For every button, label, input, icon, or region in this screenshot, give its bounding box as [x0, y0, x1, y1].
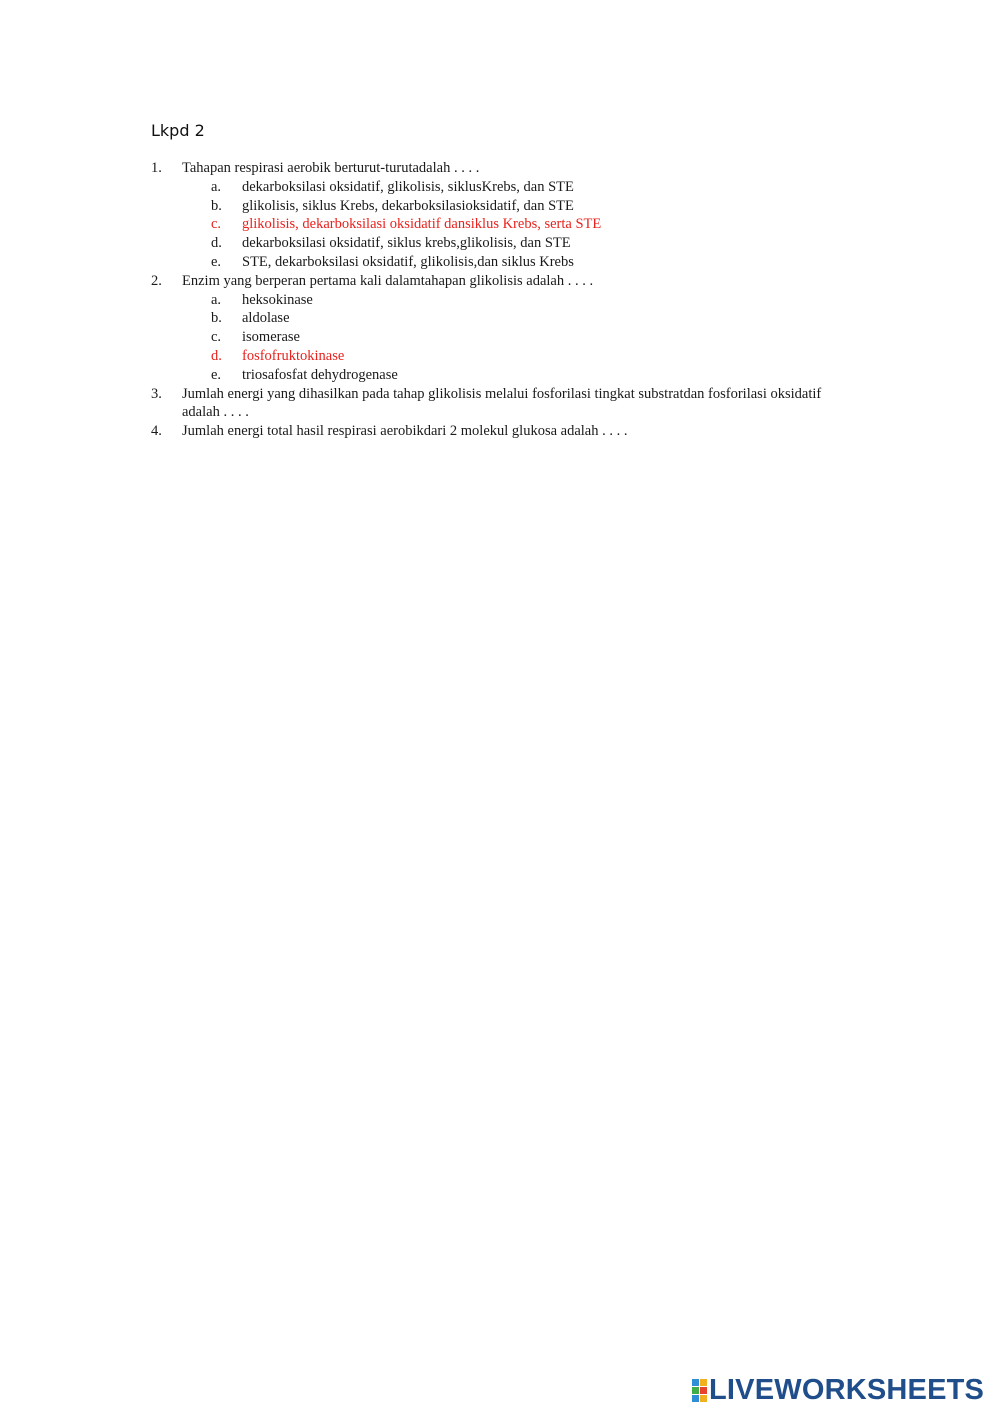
option-text: aldolase — [242, 310, 290, 327]
option-e[interactable] — [151, 366, 861, 385]
option-letter: e. — [211, 253, 222, 270]
logo-square — [692, 1387, 699, 1394]
option-list — [182, 178, 861, 272]
option-text: dekarboksilasi oksidatif, glikolisis, siklusKrebs, dan STE — [242, 178, 574, 195]
option-c-correct[interactable] — [151, 215, 861, 234]
option-e[interactable] — [151, 253, 861, 272]
logo-text: LIVEWORKSHEETS — [709, 1374, 985, 1406]
option-a[interactable] — [151, 178, 861, 197]
option-letter: d. — [211, 347, 222, 364]
option-text: triosafosfat dehydrogenase — [242, 366, 398, 383]
logo-square — [700, 1395, 707, 1402]
worksheet-title: Lkpd 2 — [151, 121, 205, 140]
option-letter: e. — [211, 366, 222, 383]
question-number: 1. — [151, 160, 162, 176]
question-text: Jumlah energi yang dihasilkan pada tahap glikolisis melalui fosforilasi tingkat substratdan fosforilasi oksidatif adalah . . . . — [182, 385, 822, 421]
option-text: fosfofruktokinase — [242, 347, 345, 364]
option-letter: d. — [211, 235, 222, 252]
question-list — [151, 159, 861, 441]
live-squares-icon — [692, 1379, 707, 1402]
logo-square — [700, 1379, 707, 1386]
option-letter: c. — [211, 329, 222, 346]
question-number: 2. — [151, 272, 162, 289]
option-text: heksokinase — [242, 291, 313, 308]
option-c[interactable] — [151, 328, 861, 347]
option-text: glikolisis, dekarboksilasi oksidatif dansiklus Krebs, serta STE — [242, 216, 602, 233]
logo-square — [700, 1387, 707, 1394]
question-4 — [151, 422, 861, 441]
option-letter: a. — [211, 178, 222, 195]
question-number: 4. — [151, 423, 162, 440]
option-letter: b. — [211, 197, 222, 214]
option-d-correct[interactable] — [151, 347, 861, 366]
question-text: Jumlah energi total hasil respirasi aerobikdari 2 molekul glukosa adalah . . . . — [182, 423, 628, 440]
option-text: STE, dekarboksilasi oksidatif, glikolisis,dan siklus Krebs — [242, 253, 574, 270]
question-1 — [151, 159, 861, 272]
option-text: glikolisis, siklus Krebs, dekarboksilasioksidatif, dan STE — [242, 197, 574, 214]
option-list — [182, 291, 861, 385]
liveworksheets-logo — [692, 1375, 984, 1405]
option-a[interactable] — [151, 291, 861, 310]
logo-square — [692, 1379, 699, 1386]
option-letter: c. — [211, 216, 222, 233]
option-letter: a. — [211, 291, 222, 308]
question-number: 3. — [151, 385, 162, 402]
option-text: dekarboksilasi oksidatif, siklus krebs,glikolisis, dan STE — [242, 235, 571, 252]
question-3 — [151, 385, 861, 423]
option-text: isomerase — [242, 329, 300, 346]
option-b[interactable] — [151, 309, 861, 328]
question-2 — [151, 272, 861, 385]
question-text: Tahapan respirasi aerobik berturut-turutadalah . . . . — [182, 160, 480, 176]
option-b[interactable] — [151, 197, 861, 216]
option-letter: b. — [211, 310, 222, 327]
option-d[interactable] — [151, 234, 861, 253]
logo-square — [692, 1395, 699, 1402]
question-text: Enzim yang berperan pertama kali dalamtahapan glikolisis adalah . . . . — [182, 272, 594, 289]
